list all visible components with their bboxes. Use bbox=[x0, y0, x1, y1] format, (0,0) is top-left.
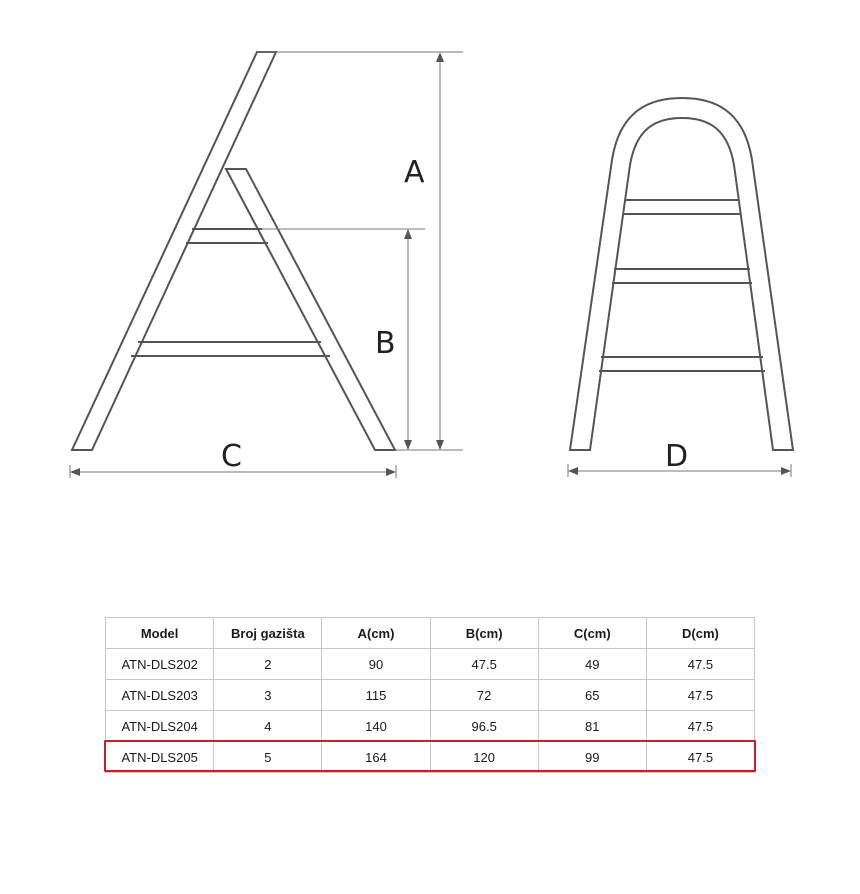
cell-model: ATN-DLS202 bbox=[106, 649, 214, 680]
cell-b: 72 bbox=[430, 680, 538, 711]
cell-steps: 2 bbox=[214, 649, 322, 680]
table-row bbox=[106, 649, 755, 680]
table-row bbox=[106, 711, 755, 742]
dimension-b bbox=[375, 229, 412, 450]
cell-b: 96.5 bbox=[430, 711, 538, 742]
cell-model: ATN-DLS203 bbox=[106, 680, 214, 711]
header-model: Model bbox=[106, 618, 214, 649]
header-b: B(cm) bbox=[430, 618, 538, 649]
cell-c: 81 bbox=[538, 711, 646, 742]
header-a: A(cm) bbox=[322, 618, 430, 649]
ladder-side-view bbox=[72, 52, 463, 450]
dimension-a bbox=[404, 52, 444, 450]
dimension-d-label: D bbox=[665, 439, 689, 474]
cell-c: 49 bbox=[538, 649, 646, 680]
header-d: D(cm) bbox=[646, 618, 754, 649]
cell-d: 47.5 bbox=[646, 649, 754, 680]
cell-a: 140 bbox=[322, 711, 430, 742]
cell-steps: 4 bbox=[214, 711, 322, 742]
cell-a: 164 bbox=[322, 742, 430, 773]
cell-c: 99 bbox=[538, 742, 646, 773]
cell-d: 47.5 bbox=[646, 742, 754, 773]
cell-b: 47.5 bbox=[430, 649, 538, 680]
cell-model: ATN-DLS205 bbox=[106, 742, 214, 773]
header-c: C(cm) bbox=[538, 618, 646, 649]
table-row-highlighted bbox=[106, 742, 755, 773]
cell-model: ATN-DLS204 bbox=[106, 711, 214, 742]
cell-a: 90 bbox=[322, 649, 430, 680]
table-header-row bbox=[106, 618, 755, 649]
dimension-b-label: B bbox=[375, 326, 396, 361]
ladder-front-view bbox=[570, 98, 793, 450]
cell-d: 47.5 bbox=[646, 711, 754, 742]
cell-steps: 5 bbox=[214, 742, 322, 773]
cell-d: 47.5 bbox=[646, 680, 754, 711]
dimension-c bbox=[70, 439, 396, 478]
cell-a: 115 bbox=[322, 680, 430, 711]
dimension-d bbox=[568, 439, 791, 477]
header-steps: Broj gazišta bbox=[214, 618, 322, 649]
dimension-c-label: C bbox=[221, 439, 242, 474]
spec-table bbox=[105, 617, 755, 773]
cell-steps: 3 bbox=[214, 680, 322, 711]
cell-c: 65 bbox=[538, 680, 646, 711]
table-row bbox=[106, 680, 755, 711]
dimension-a-label: A bbox=[404, 155, 425, 190]
cell-b: 120 bbox=[430, 742, 538, 773]
